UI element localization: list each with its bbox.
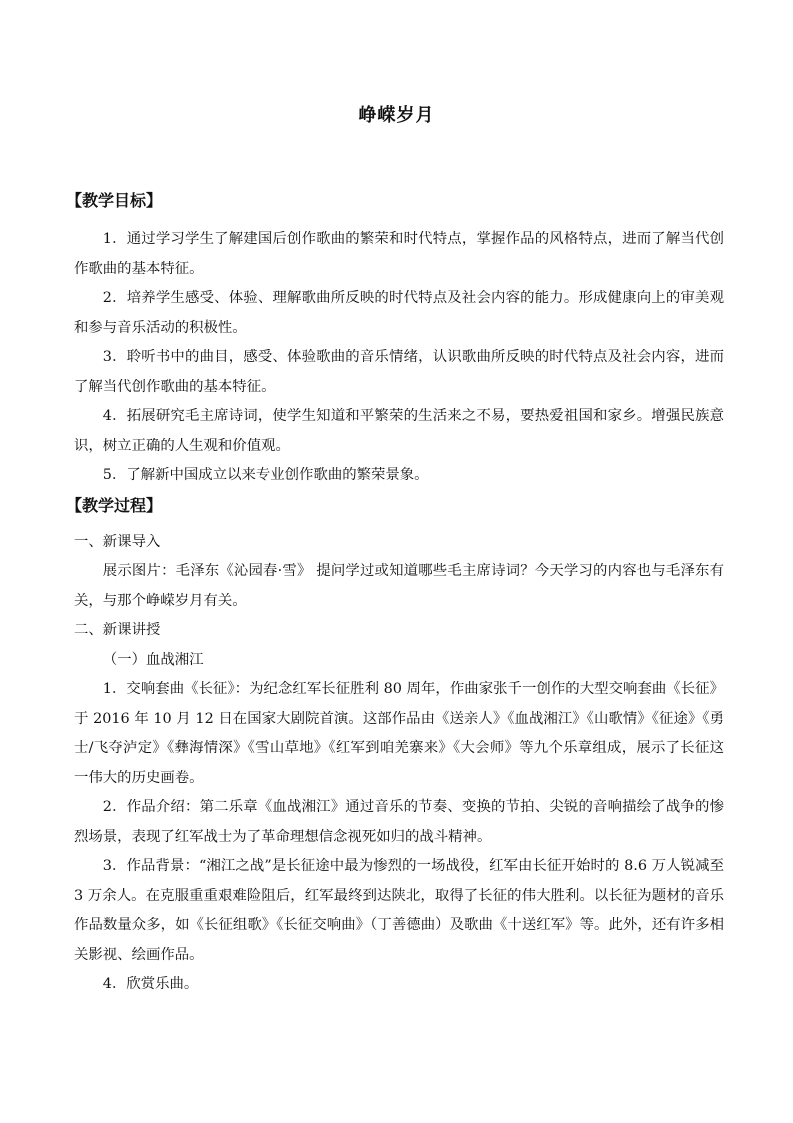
part-title-lecture: 二、新课讲授	[74, 622, 161, 638]
lecture-item: 1．交响套曲《长征》：为纪念红军长征胜利 80 周年，作曲家张千一创作的大型交响套曲《长征》于 2016 年 10 月 12 日在国家大剧院首演。这部作品由《送亲人》《血战湘江》《山歌情》《征途》《勇士/飞夺泸定》《彝海情深》《雪山草地》《红军到咱羌寨来》《大会师》等九个乐章组成，展示了长征这一伟大的历史画卷。	[74, 681, 724, 786]
document-body	[66, 186, 724, 1000]
section-heading-objectives: 【教学目标】	[66, 191, 163, 210]
intro-text: 展示图片：毛泽东《沁园春·雪》 提问学过或知道哪些毛主席诗词？今天学习的内容也与毛泽东有关，与那个峥嵘岁月有关。	[74, 563, 724, 609]
lecture-item: 4．欣赏乐曲。	[102, 976, 199, 992]
page-title: 峥嵘岁月	[358, 105, 435, 126]
objective-item: 4．拓展研究毛主席诗词，使学生知道和平繁荣的生活来之不易，要热爱祖国和家乡。增强民族意识，树立正确的人生观和价值观。	[74, 408, 724, 454]
lecture-item: 2．作品介绍：第二乐章《血战湘江》通过音乐的节奏、变换的节拍、尖锐的音响描绘了战争的惨烈场景，表现了红军战士为了革命理想信念视死如归的战斗精神。	[74, 799, 724, 845]
lecture-item: 3．作品背景：“湘江之战”是长征途中最为惨烈的一场战役，红军由长征开始时的 8.6 万人锐减至 3 万余人。在克服重重艰难险阻后，红军最终到达陕北，取得了长征的伟大胜利。以长征为题材的音乐作品数量众多，如《长征组歌》《长征交响曲》（丁善德曲）及歌曲《十送红军》等。此外，还有许多相关影视、绘画作品。	[74, 858, 724, 963]
objective-item: 1．通过学习学生了解建国后创作歌曲的繁荣和时代特点，掌握作品的风格特点，进而了解当代创作歌曲的基本特征。	[74, 231, 724, 277]
objective-item: 3．聆听书中的曲目，感受、体验歌曲的音乐情绪，认识歌曲所反映的时代特点及社会内容，进而了解当代创作歌曲的基本特征。	[74, 349, 724, 395]
subsection-title: （一）血战湘江	[102, 651, 204, 668]
objective-item: 5．了解新中国成立以来专业创作歌曲的繁荣景象。	[102, 467, 429, 483]
section-heading-process: 【教学过程】	[66, 495, 163, 515]
part-title-intro: 一、新课导入	[74, 533, 161, 550]
objective-item: 2．培养学生感受、体验、理解歌曲所反映的时代特点及社会内容的能力。形成健康向上的审美观和参与音乐活动的积极性。	[74, 290, 724, 336]
